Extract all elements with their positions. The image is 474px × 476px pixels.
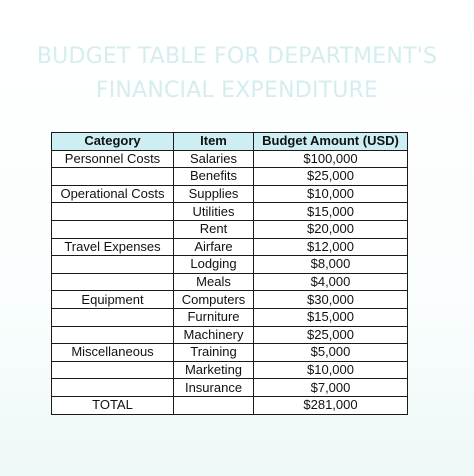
cell-category — [52, 256, 174, 274]
header-category: Category — [52, 133, 174, 151]
header-item: Item — [174, 133, 254, 151]
table-row — [52, 203, 408, 221]
cell-category: Travel Expenses — [52, 238, 174, 256]
cell-item: Insurance — [174, 379, 254, 397]
cell-item: Airfare — [174, 238, 254, 256]
table-row — [52, 256, 408, 274]
table-header — [52, 133, 408, 151]
cell-category: Miscellaneous — [52, 344, 174, 362]
cell-amount: $4,000 — [254, 273, 408, 291]
header-row — [52, 133, 408, 151]
cell-category — [52, 203, 174, 221]
cell-item: Lodging — [174, 256, 254, 274]
cell-item: Marketing — [174, 361, 254, 379]
cell-category — [52, 273, 174, 291]
cell-category — [52, 220, 174, 238]
cell-category — [52, 168, 174, 186]
table-row — [52, 238, 408, 256]
cell-amount: $20,000 — [254, 220, 408, 238]
cell-item: Supplies — [174, 185, 254, 203]
cell-item: Rent — [174, 220, 254, 238]
cell-amount: $15,000 — [254, 308, 408, 326]
total-label: TOTAL — [52, 396, 174, 414]
cell-amount: $100,000 — [254, 150, 408, 168]
page-title — [0, 40, 474, 108]
total-amount: $281,000 — [254, 396, 408, 414]
table-row — [52, 326, 408, 344]
cell-category — [52, 361, 174, 379]
cell-amount: $12,000 — [254, 238, 408, 256]
table-row — [52, 361, 408, 379]
cell-item: Machinery — [174, 326, 254, 344]
header-budget-amount: Budget Amount (USD) — [254, 133, 408, 151]
cell-category — [52, 379, 174, 397]
cell-item: Utilities — [174, 203, 254, 221]
table-row — [52, 273, 408, 291]
table-row — [52, 379, 408, 397]
table-row — [52, 168, 408, 186]
cell-item: Salaries — [174, 150, 254, 168]
total-item — [174, 396, 254, 414]
cell-amount: $30,000 — [254, 291, 408, 309]
page-title-line-2: FINANCIAL EXPENDITURE — [95, 78, 379, 103]
cell-item: Benefits — [174, 168, 254, 186]
table-row — [52, 308, 408, 326]
table-row — [52, 150, 408, 168]
cell-amount: $25,000 — [254, 168, 408, 186]
cell-item: Meals — [174, 273, 254, 291]
cell-category — [52, 326, 174, 344]
cell-amount: $7,000 — [254, 379, 408, 397]
cell-category: Operational Costs — [52, 185, 174, 203]
table-row — [52, 220, 408, 238]
table-row — [52, 344, 408, 362]
cell-item: Furniture — [174, 308, 254, 326]
cell-category: Equipment — [52, 291, 174, 309]
budget-table — [51, 132, 408, 415]
cell-amount: $15,000 — [254, 203, 408, 221]
total-row — [52, 396, 408, 414]
table-body — [52, 150, 408, 414]
cell-amount: $5,000 — [254, 344, 408, 362]
cell-category: Personnel Costs — [52, 150, 174, 168]
cell-amount: $8,000 — [254, 256, 408, 274]
page-title-line-1: BUDGET TABLE FOR DEPARTMENT'S — [36, 44, 438, 69]
cell-amount: $10,000 — [254, 185, 408, 203]
table-row — [52, 291, 408, 309]
cell-amount: $25,000 — [254, 326, 408, 344]
cell-amount: $10,000 — [254, 361, 408, 379]
cell-category — [52, 308, 174, 326]
cell-item: Training — [174, 344, 254, 362]
cell-item: Computers — [174, 291, 254, 309]
table-row — [52, 185, 408, 203]
